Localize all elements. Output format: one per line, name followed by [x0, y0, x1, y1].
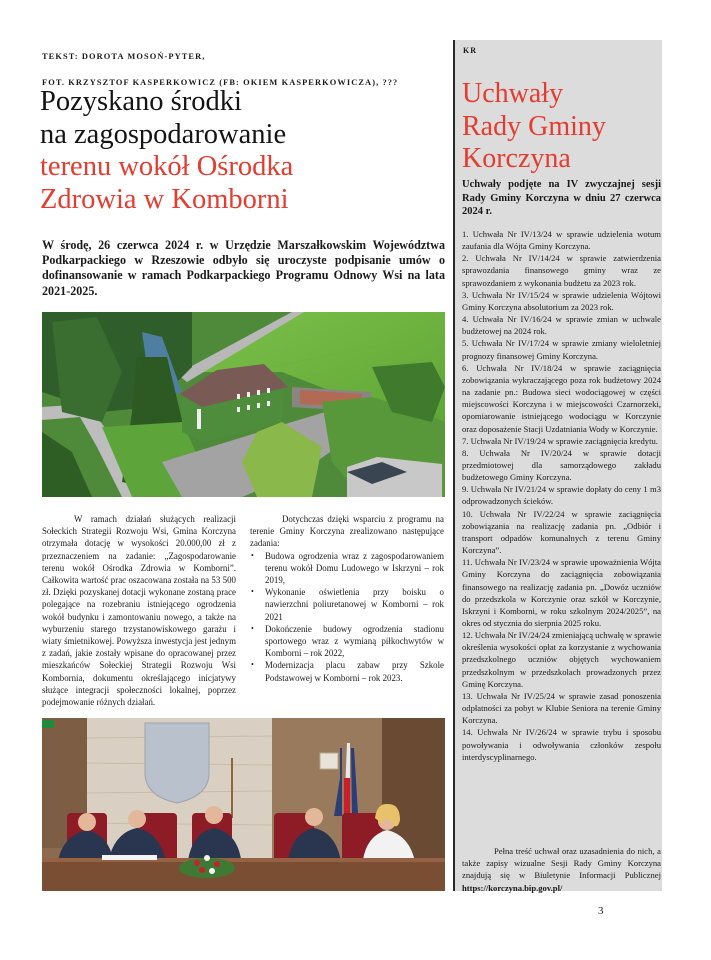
resolution-item: 10. Uchwała Nr IV/22/24 w sprawie zaciągnięcia zobowiązania na realizację zadania pn. „Odbiór i transport odpadów komunalnych z terenu Gminy Korczyna”.: [462, 508, 661, 556]
sidebar-title-line-1: Uchwały: [462, 78, 564, 109]
task-item: • Dokończenie budowy ogrodzenia stadionu sportowego wraz z wymianą piłkochwytów w Komborni – rok 2022,: [250, 623, 444, 660]
page-number: 3: [598, 905, 604, 917]
aerial-photo: [42, 312, 445, 497]
credit-photo: FOT. KRZYSZTOF KASPERKOWICZ (FB: OKIEM KASPERKOWICZA), ???: [42, 78, 399, 87]
sidebar-subtitle: Uchwały podjęte na IV zwyczajnej sesji Rady Gminy Korczyna w dniu 27 czerwca 2024 r.: [462, 179, 661, 218]
resolution-item: 6. Uchwała Nr IV/18/24 w sprawie zaciągnięcia zobowiązania wykraczającego poza rok budżetowy 2024 na zadanie pn.: Budowa sieci wodociągowej w części miejscowości Korczyna i w miejscowości Czarnorzeki, opomiarowanie istniejącego wodociągu w Korczynie oraz doposażenie Stacji Uzdatniania Wody w Korczynie.: [462, 362, 661, 434]
resolution-item: 5. Uchwała Nr IV/17/24 w sprawie zmiany wieloletniej prognozy finansowej Gminy Korczyna.: [462, 338, 661, 361]
task-item: • Budowa ogrodzenia wraz z zagospodarowaniem terenu wokół Domu Ludowego w Iskrzyni – rok 2019,: [250, 550, 444, 587]
body-paragraph: W ramach działań służących realizacji Sołeckich Strategii Rozwoju Wsi, Gmina Korczyna otrzymała dotację w wysokości 20.000,00 zł z przeznaczeniem na zadanie: „Zagospodarowanie terenu wokół Ośrodka Zdrowia w Komborni”. Całkowita wartość prac oszacowana została na 53 500 zł. Dzięki pozyskanej dotacji wykonane zostaną prace polegające na rozebraniu istniejącego ogrodzenia wokół budynku i zamontowaniu nowego, a także na wyburzeniu starego trzystanowiskowego garażu i wiaty śmietnikowej. Powyższa inwestycja jest jednym z zadań, jakie zostały wpisane do opracowanej przez mieszkańców Sołeckiej Strategii Rozwoju Wsi Kombornia, dokumentu określającego inicjatywy służące integracji społeczności lokalnej, poprzez podejmowanie różnych działań.: [42, 514, 236, 708]
credit-text: TEKST: DOROTA MOSOŃ-PYTER,: [42, 52, 206, 61]
article-lead: W środę, 26 czerwca 2024 r. w Urzędzie Marszałkowskim Województwa Podkarpackiego w Rzeszowie odbyło się uroczyste podpisanie umów o dofinansowanie w ramach Podkarpackiego Programu Odnowy Wsi na lata 2021-2025.: [42, 238, 445, 298]
sidebar-title-line-3: Korczyna: [462, 143, 571, 174]
article-headline: [40, 86, 440, 216]
headline-line-3: terenu wokół Ośrodka: [40, 151, 294, 182]
sidebar-footer: [462, 845, 661, 894]
body-column-left: [42, 513, 236, 708]
headline-line-2: na zagospodarowanie: [40, 118, 287, 150]
task-item: • Wykonanie oświetlenia przy boisku o nawierzchni poliuretanowej w Komborni – rok 2021: [250, 586, 444, 623]
footer-text: Pełna treść uchwał oraz uzasadnienia do nich, a także zapisy wizualne Sesji Rady Gminy Korczyna znajdują się w Biuletynie Informacji Publicznej: [462, 846, 661, 881]
headline-line-1: Pozyskano środki: [40, 86, 242, 117]
resolution-item: 8. Uchwała Nr IV/20/24 w sprawie dotacji przedmiotowej dla samorządowego zakładu budżetowego Gminy Korczyna.: [462, 447, 661, 483]
resolution-item: 4. Uchwała Nr IV/16/24 w sprawie zmian w uchwale budżetowej na 2024 rok.: [462, 314, 661, 337]
resolution-item: 9. Uchwała Nr IV/21/24 w sprawie dopłaty do ceny 1 m3 odprowadzonych ścieków.: [462, 484, 661, 507]
resolution-item: 14. Uchwała Nr IV/26/24 w sprawie trybu i sposobu powoływania i odwoływania członków zespołu interdyscyplinarnego.: [462, 727, 661, 762]
resolution-item: 7. Uchwała Nr IV/19/24 w sprawie zaciągnięcia kredytu.: [462, 435, 658, 446]
resolution-item: 1. Uchwała Nr IV/13/24 w sprawie udzielenia wotum zaufania dla Wójta Gminy Korczyna.: [462, 229, 661, 252]
body-intro: Dotychczas dzięki wsparciu z programu na terenie Gminy Korczyna zrealizowano następujące zadania:: [250, 514, 444, 549]
signing-ceremony-illustration: [42, 718, 445, 891]
aerial-photo-illustration: [42, 312, 445, 497]
completed-tasks-list: [250, 550, 444, 684]
sidebar-title: [462, 78, 662, 176]
task-item: • Modernizacja placu zabaw przy Szkole Podstawowej w Komborni – rok 2023.: [250, 659, 444, 683]
resolution-item: 11. Uchwała Nr IV/23/24 w sprawie upoważnienia Wójta Gminy Korczyna do zaciągnięcia zobowiązania finansowego na realizację zadania pn. „Dowóz uczniów do przedszkola w Korczynie oraz szkół w Korczynie, Iskrzyni i Komborni, w roku szkolnym 2024/2025”, na okres od stycznia do sierpnia 2025 roku.: [462, 557, 661, 628]
body-column-right: [250, 513, 444, 684]
headline-line-4: Zdrowia w Komborni: [40, 183, 289, 215]
resolution-item: 3. Uchwała Nr IV/15/24 w sprawie udzielenia Wójtowi Gminy Korczyna absolutorium za 2023 rok.: [462, 289, 661, 312]
council-resolutions-sidebar: [453, 40, 662, 891]
resolution-item: 2. Uchwała Nr IV/14/24 w sprawie zatwierdzenia sprawozdania finansowego gminy wraz ze sprawozdaniem z wykonania budżetu za 2023 rok.: [462, 253, 661, 288]
section-tag: KR: [463, 46, 477, 55]
signing-ceremony-photo: [42, 718, 445, 891]
bip-link[interactable]: https://korczyna.bip.gov.pl/: [462, 882, 563, 893]
sidebar-title-line-2: Rady Gminy: [462, 110, 606, 142]
resolution-item: 12. Uchwała Nr IV/24/24 zmieniającą uchwałę w sprawie określenia wysokości opłat za korzystanie z wychowania przedszkolnego uczniów objętych wychowaniem przedszkolnym w przedszkolach prowadzonych przez Gminę Korczyna.: [462, 630, 662, 689]
resolutions-list: [462, 228, 661, 763]
resolution-item: 13. Uchwała Nr IV/25/24 w sprawie zasad ponoszenia odpłatności za pobyt w Klubie Seniora na terenie Gminy Korczyna.: [462, 690, 661, 726]
